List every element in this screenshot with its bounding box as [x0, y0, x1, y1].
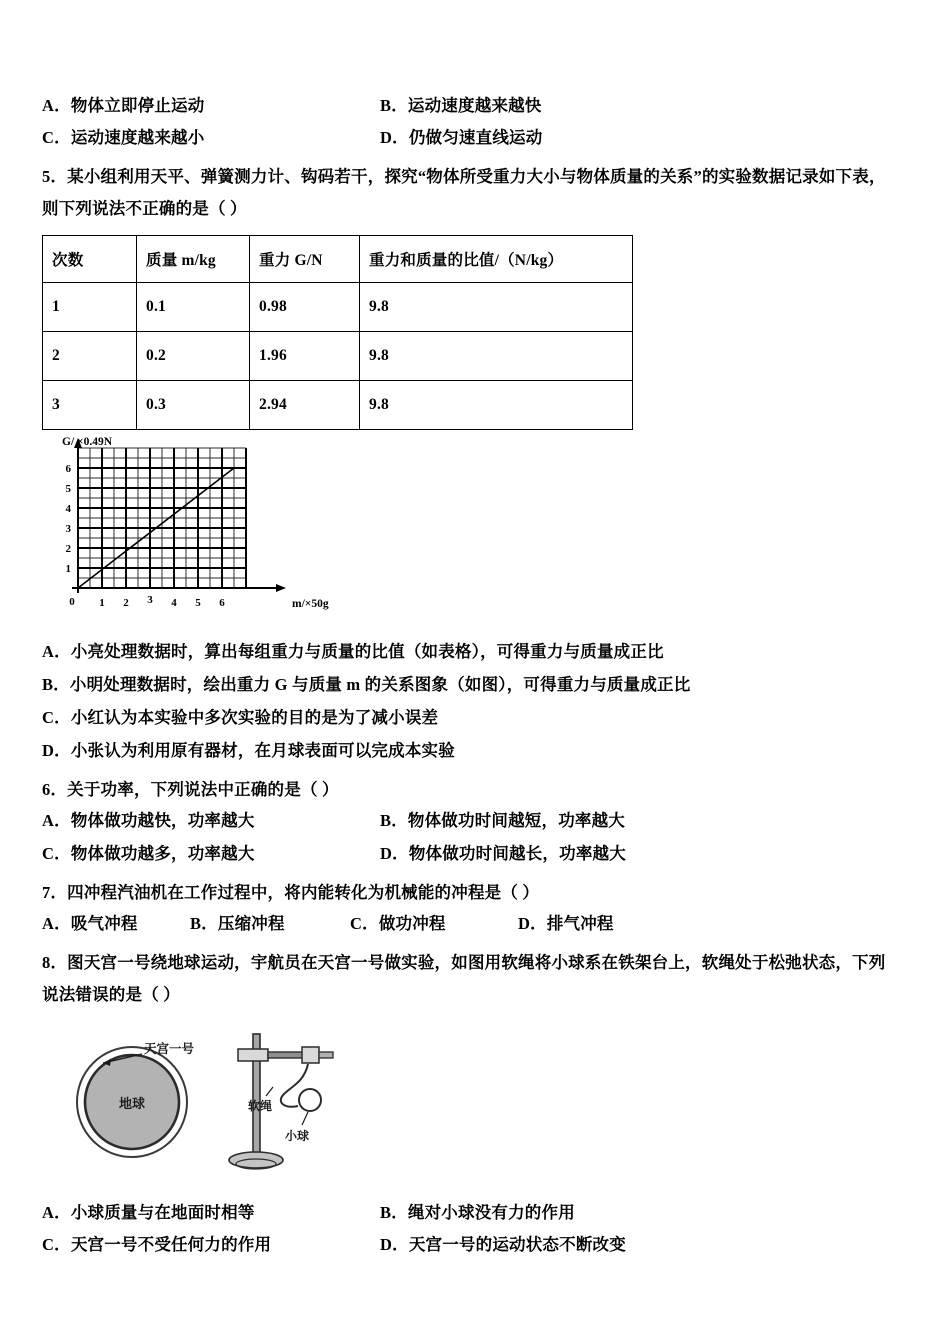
question5-option-d[interactable]: D．小张认为利用原有器材，在月球表面可以完成本实验: [42, 741, 455, 761]
svg-text:3: 3: [65, 523, 71, 536]
experiment-data-table: [42, 235, 633, 430]
table-row: [43, 381, 633, 430]
question5-option-c[interactable]: C．小红认为本实验中多次实验的目的是为了减小误差: [42, 708, 439, 728]
svg-text:0: 0: [69, 596, 75, 609]
question7-options-row: [42, 908, 922, 940]
table-cell: 2: [43, 332, 137, 381]
table-row: [43, 283, 633, 332]
y-axis-label: G/ ×0.49N: [62, 436, 112, 449]
earth-label: 地球: [118, 1095, 146, 1111]
ball-leader-line: [302, 1112, 308, 1125]
stand-arm-icon: [268, 1052, 306, 1058]
question6-options-row-2: [42, 838, 922, 870]
question5-option-a[interactable]: A．小亮处理数据时，算出每组重力与质量的比值（如表格），可得重力与质量成正比: [42, 642, 664, 662]
table-header-row: [43, 236, 633, 283]
question7-stem: 7．四冲程汽油机在工作过程中，将内能转化为机械能的冲程是（ ）: [42, 882, 540, 902]
question5-stem-line-1: 5．某小组利用天平、弹簧测力计、钩码若干，探究“物体所受重力大小与物体质量的关系”的实验数据记录如下表，: [42, 167, 886, 187]
question7-option-b[interactable]: B．压缩冲程: [190, 914, 285, 934]
x-tick-labels: [69, 594, 225, 609]
tiangong-experiment-figure: [70, 1024, 400, 1184]
svg-text:5: 5: [65, 483, 71, 496]
svg-text:1: 1: [65, 563, 71, 576]
svg-text:4: 4: [65, 503, 71, 516]
y-tick-labels: [66, 463, 72, 575]
table-header-cell: 次数: [43, 236, 137, 283]
question4-options-row-1: [42, 90, 922, 122]
question7-option-d[interactable]: D．排气冲程: [518, 914, 614, 934]
stand-clamp-right-icon: [302, 1047, 319, 1063]
question4-option-c[interactable]: C．运动速度越来越小: [42, 128, 205, 148]
question5-option-b[interactable]: B．小明处理数据时，绘出重力 G 与质量 m 的关系图象（如图），可得重力与质量成正比: [42, 675, 691, 695]
table-header-cell: 重力和质量的比值/（N/kg）: [360, 236, 633, 283]
svg-text:6: 6: [219, 597, 225, 610]
question4-option-b[interactable]: B．运动速度越来越快: [380, 96, 542, 115]
svg-text:2: 2: [65, 543, 71, 556]
question6-option-a[interactable]: A．物体做功越快，功率越大: [42, 811, 255, 831]
table-cell: 0.98: [250, 283, 360, 332]
ball-label: 小球: [285, 1128, 310, 1143]
stand-clamp-tip-icon: [319, 1052, 333, 1058]
table-cell: 0.3: [137, 381, 250, 430]
table-header-cell: 重力 G/N: [250, 236, 360, 283]
table-cell: 0.1: [137, 283, 250, 332]
svg-text:6: 6: [65, 463, 71, 476]
stand-clamp-left-icon: [238, 1049, 268, 1061]
question7-option-a[interactable]: A．吸气冲程: [42, 914, 138, 934]
table-cell: 3: [43, 381, 137, 430]
table-cell: 0.2: [137, 332, 250, 381]
table-cell: 9.8: [360, 381, 633, 430]
table-cell: 2.94: [250, 381, 360, 430]
table-cell: 9.8: [360, 332, 633, 381]
question8-option-d[interactable]: D．天宫一号的运动状态不断改变: [380, 1235, 626, 1255]
rope-label: 软绳: [248, 1098, 273, 1113]
x-axis-label: m/×50g: [292, 598, 329, 611]
retort-stand-diagram: [229, 1034, 333, 1169]
question6-option-c[interactable]: C．物体做功越多，功率越大: [42, 843, 255, 863]
table-row: [43, 332, 633, 381]
svg-text:4: 4: [171, 597, 177, 610]
question4-option-a[interactable]: A．物体立即停止运动: [42, 96, 205, 115]
question8-stem-line-1: 8．图天宫一号绕地球运动，宇航员在天宫一号做实验，如图用软绳将小球系在铁架台上，软绳处于松弛状态，下列: [42, 953, 886, 973]
question8-option-a[interactable]: A．小球质量与在地面时相等: [42, 1202, 255, 1222]
page-content: [42, 90, 922, 1261]
question8-options-row-1: [42, 1197, 922, 1229]
question6-option-b[interactable]: B．物体做功时间越短，功率越大: [380, 811, 626, 831]
svg-text:2: 2: [123, 597, 129, 610]
question4-option-d[interactable]: D．仍做匀速直线运动: [380, 128, 543, 148]
table-cell: 9.8: [360, 283, 633, 332]
question5-stem-line-2: 则下列说法不正确的是（ ）: [42, 198, 247, 218]
question6-option-d[interactable]: D．物体做功时间越长，功率越大: [380, 843, 626, 863]
question8-option-b[interactable]: B．绳对小球没有力的作用: [380, 1202, 575, 1222]
question8-options-row-2: [42, 1229, 922, 1261]
orbit-label: 天宫一号: [144, 1041, 195, 1056]
gravity-mass-graph-svg: [48, 436, 348, 628]
gravity-mass-graph-figure: [48, 436, 348, 628]
question8-stem-line-2: 说法错误的是（ ）: [42, 984, 180, 1004]
svg-text:3: 3: [147, 594, 153, 607]
tiangong-figure-svg: [70, 1024, 400, 1184]
table-cell: 1.96: [250, 332, 360, 381]
question6-stem: 6．关于功率，下列说法中正确的是（ ）: [42, 780, 339, 800]
table-header-cell: 质量 m/kg: [137, 236, 250, 283]
rope-leader-line: [266, 1087, 273, 1096]
small-ball-icon: [299, 1089, 321, 1111]
table-cell: 1: [43, 283, 137, 332]
question7-option-c[interactable]: C．做功冲程: [350, 914, 446, 934]
earth-orbit-diagram: [77, 1041, 195, 1157]
question6-options-row-1: [42, 805, 922, 837]
x-axis-arrow-icon: [276, 584, 286, 592]
svg-text:1: 1: [99, 597, 105, 610]
question8-option-c[interactable]: C．天宫一号不受任何力的作用: [42, 1235, 272, 1255]
question4-options-row-2: [42, 122, 922, 154]
svg-text:5: 5: [195, 597, 201, 610]
